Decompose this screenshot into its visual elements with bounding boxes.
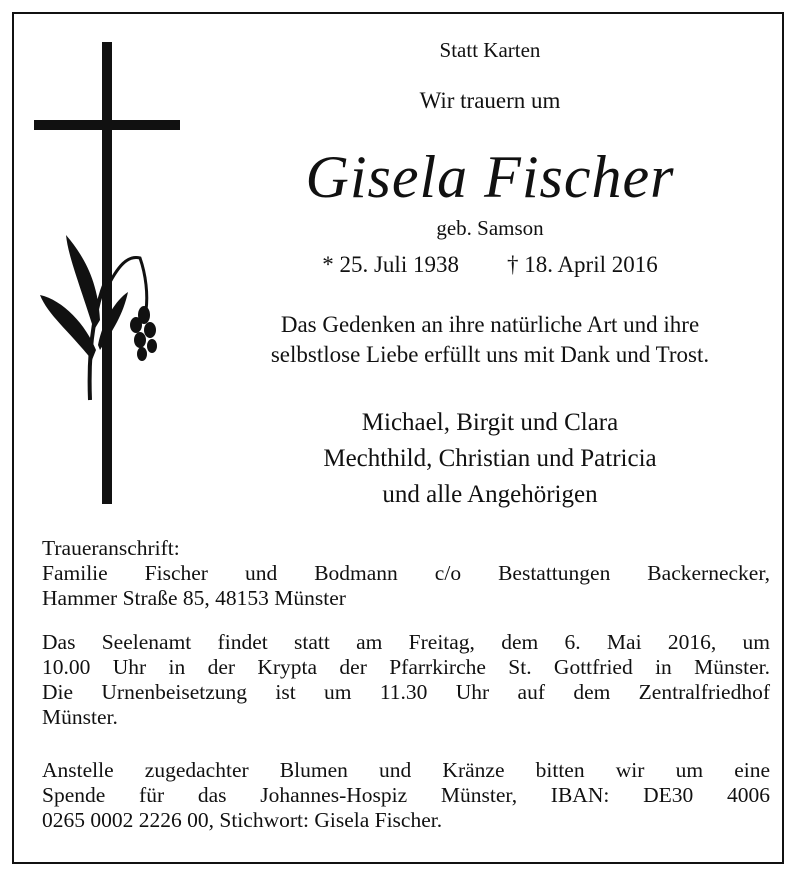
service-line: Münster.: [42, 705, 118, 729]
mourners-list: [240, 405, 740, 513]
mourner-line: und alle Angehörigen: [382, 481, 598, 508]
address-line: Familie Fischer und Bodmann c/o Bestattungen Backernecker,: [42, 561, 770, 585]
statt-karten-text: Statt Karten: [439, 38, 541, 62]
service-line: Die Urnenbeisetzung ist um 11.30 Uhr auf dem Zentralfriedhof: [42, 680, 770, 704]
birth-name: geb. Samson: [436, 216, 544, 240]
donation-line: Anstelle zugedachter Blumen und Kränze bitten wir um eine: [42, 758, 770, 782]
mourning-address: [42, 536, 770, 611]
address-line: Hammer Straße 85, 48153 Münster: [42, 586, 346, 610]
mourner-line: Mechthild, Christian und Patricia: [323, 445, 657, 472]
quote-line: selbstlose Liebe erfüllt uns mit Dank und Trost.: [270, 342, 710, 367]
donation-line: Spende für das Johannes-Hospiz Münster, IBAN: DE30 4006: [42, 783, 770, 807]
address-label: Traueranschrift:: [42, 536, 180, 560]
mourner-line: Michael, Birgit und Clara: [361, 409, 619, 436]
death-date: † 18. April 2016: [506, 252, 658, 277]
life-dates: [240, 252, 740, 278]
donation-line: 0265 0002 2226 00, Stichwort: Gisela Fischer.: [42, 808, 443, 832]
quote-line: Das Gedenken an ihre natürliche Art und ihre: [280, 312, 700, 337]
birth-date: * 25. Juli 1938: [322, 252, 459, 277]
memorial-quote: [240, 310, 740, 370]
wir-trauern-text: Wir trauern um: [419, 88, 561, 113]
cross-with-wheat-icon: [28, 30, 188, 510]
service-line: 10.00 Uhr in der Krypta der Pfarrkirche St. Gottfried in Münster.: [42, 655, 770, 679]
service-info: [42, 630, 770, 730]
deceased-name: Gisela Fischer: [305, 144, 675, 210]
service-line: Das Seelenamt findet statt am Freitag, dem 6. Mai 2016, um: [42, 630, 770, 654]
donation-info: [42, 758, 770, 833]
